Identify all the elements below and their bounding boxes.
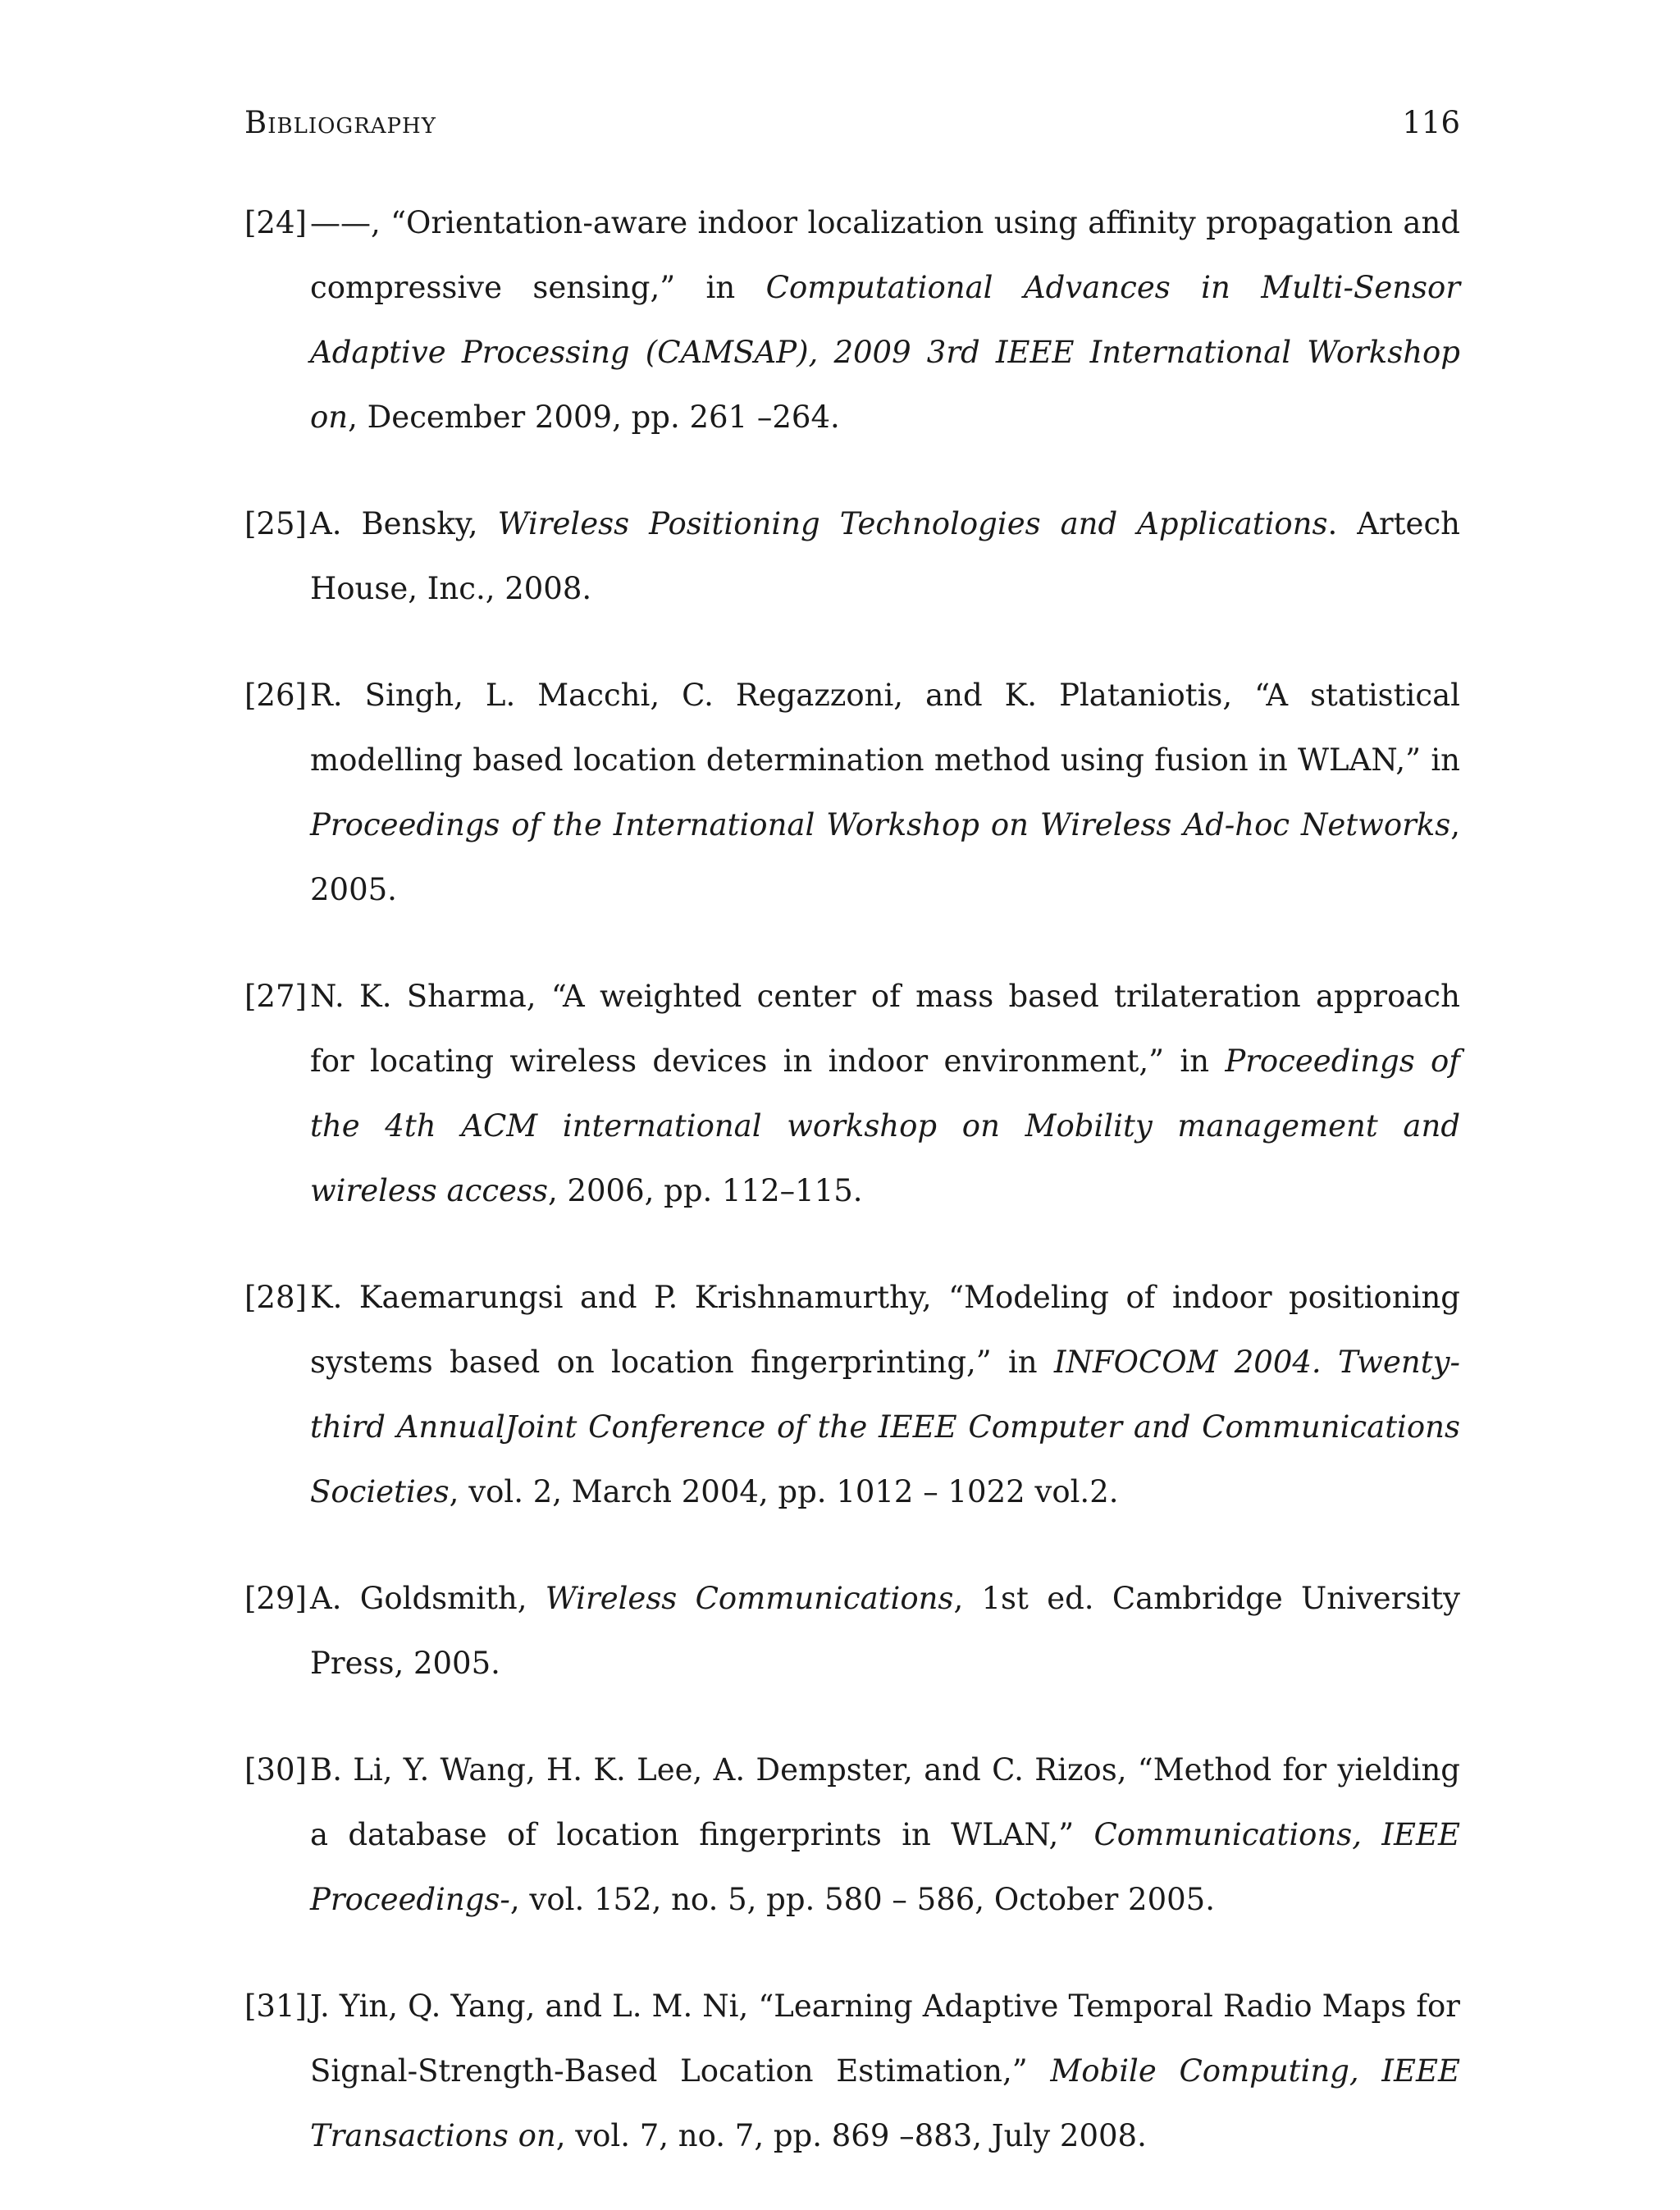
reference-27 bbox=[244, 964, 1460, 1223]
reference-text-segment: R. Singh, L. Macchi, C. Regazzoni, and K. Plataniotis, “A statistical modelling based location determination method using fusion in WLAN,” in bbox=[310, 678, 1460, 778]
reference-text bbox=[310, 1989, 1460, 2153]
reference-text bbox=[310, 1752, 1460, 1917]
reference-number: [28] bbox=[244, 1280, 307, 1315]
reference-text bbox=[310, 678, 1460, 907]
reference-venue: Proceedings of the 4th ACM international workshop on Mobility management and wireless access bbox=[310, 1043, 1460, 1208]
reference-text bbox=[310, 1581, 1460, 1681]
reference-text bbox=[310, 205, 1460, 435]
reference-text-segment: B. Li, Y. Wang, H. K. Lee, A. Dempster, and C. Rizos, “Method for yielding a database of location fingerprints in WLAN,” bbox=[310, 1752, 1460, 1852]
reference-venue: INFOCOM 2004. Twenty-third AnnualJoint Conference of the IEEE Computer and Communications Societies bbox=[310, 1345, 1460, 1509]
reference-list bbox=[244, 190, 1460, 2210]
reference-text bbox=[310, 506, 1460, 606]
reference-text-segment: J. Yin, Q. Yang, and L. M. Ni, “Learning Adaptive Temporal Radio Maps for Signal-Strength-Based Location Estimation,” bbox=[310, 1989, 1460, 2089]
reference-venue: Mobile Computing, IEEE Transactions on bbox=[310, 2053, 1460, 2153]
reference-31 bbox=[244, 1974, 1460, 2168]
reference-text-segment: , 2005. bbox=[310, 807, 1460, 907]
page-number: 116 bbox=[1402, 105, 1460, 140]
reference-text-segment: A. Goldsmith, bbox=[310, 1581, 546, 1616]
running-head-title: Bibliography bbox=[244, 105, 436, 140]
reference-venue: Communications, IEEE Proceedings- bbox=[310, 1817, 1460, 1917]
reference-text-segment: , December 2009, pp. 261 –264. bbox=[348, 400, 840, 435]
reference-24 bbox=[244, 190, 1460, 450]
reference-venue: Computational Advances in Multi-Sensor Adaptive Processing (CAMSAP), 2009 3rd IEEE International Workshop on bbox=[310, 270, 1461, 435]
reference-29 bbox=[244, 1566, 1460, 1696]
reference-text bbox=[310, 1280, 1460, 1509]
reference-number: [30] bbox=[244, 1752, 307, 1788]
reference-text-segment: K. Kaemarungsi and P. Krishnamurthy, “Modeling of indoor positioning systems based on location fingerprinting,” in bbox=[310, 1280, 1460, 1380]
reference-text-segment: , vol. 7, no. 7, pp. 869 –883, July 2008. bbox=[555, 2118, 1147, 2153]
reference-number: [27] bbox=[244, 979, 307, 1014]
reference-26 bbox=[244, 663, 1460, 922]
reference-30 bbox=[244, 1737, 1460, 1932]
reference-text-segment: . Artech House, Inc., 2008. bbox=[310, 506, 1461, 606]
reference-text-segment: , 1st ed. Cambridge University Press, 2005. bbox=[310, 1581, 1460, 1681]
reference-number: [29] bbox=[244, 1581, 307, 1616]
reference-venue: Wireless Positioning Technologies and Applications bbox=[497, 506, 1328, 541]
reference-text-segment: ——, “Orientation-aware indoor localization using affinity propagation and compressive sensing,” in bbox=[310, 205, 1460, 305]
reference-text-segment: A. Bensky, bbox=[310, 506, 498, 541]
reference-number: [31] bbox=[244, 1989, 307, 2024]
reference-text-segment: , 2006, pp. 112–115. bbox=[547, 1173, 863, 1208]
reference-text bbox=[310, 979, 1460, 1208]
reference-number: [26] bbox=[244, 678, 307, 713]
reference-text-segment: , vol. 2, March 2004, pp. 1012 – 1022 vol.2. bbox=[449, 1474, 1119, 1509]
running-head bbox=[244, 98, 1460, 148]
reference-number: [24] bbox=[244, 205, 307, 240]
reference-25 bbox=[244, 491, 1460, 621]
reference-28 bbox=[244, 1265, 1460, 1524]
reference-venue: Wireless Communications bbox=[545, 1581, 954, 1616]
reference-text-segment: , vol. 152, no. 5, pp. 580 – 586, October 2005. bbox=[509, 1882, 1215, 1917]
reference-venue: Proceedings of the International Workshop on Wireless Ad-hoc Networks bbox=[310, 807, 1451, 842]
reference-number: [25] bbox=[244, 506, 307, 541]
reference-text-segment: N. K. Sharma, “A weighted center of mass based trilateration approach for locating wireless devices in indoor environment,” in bbox=[310, 979, 1460, 1079]
